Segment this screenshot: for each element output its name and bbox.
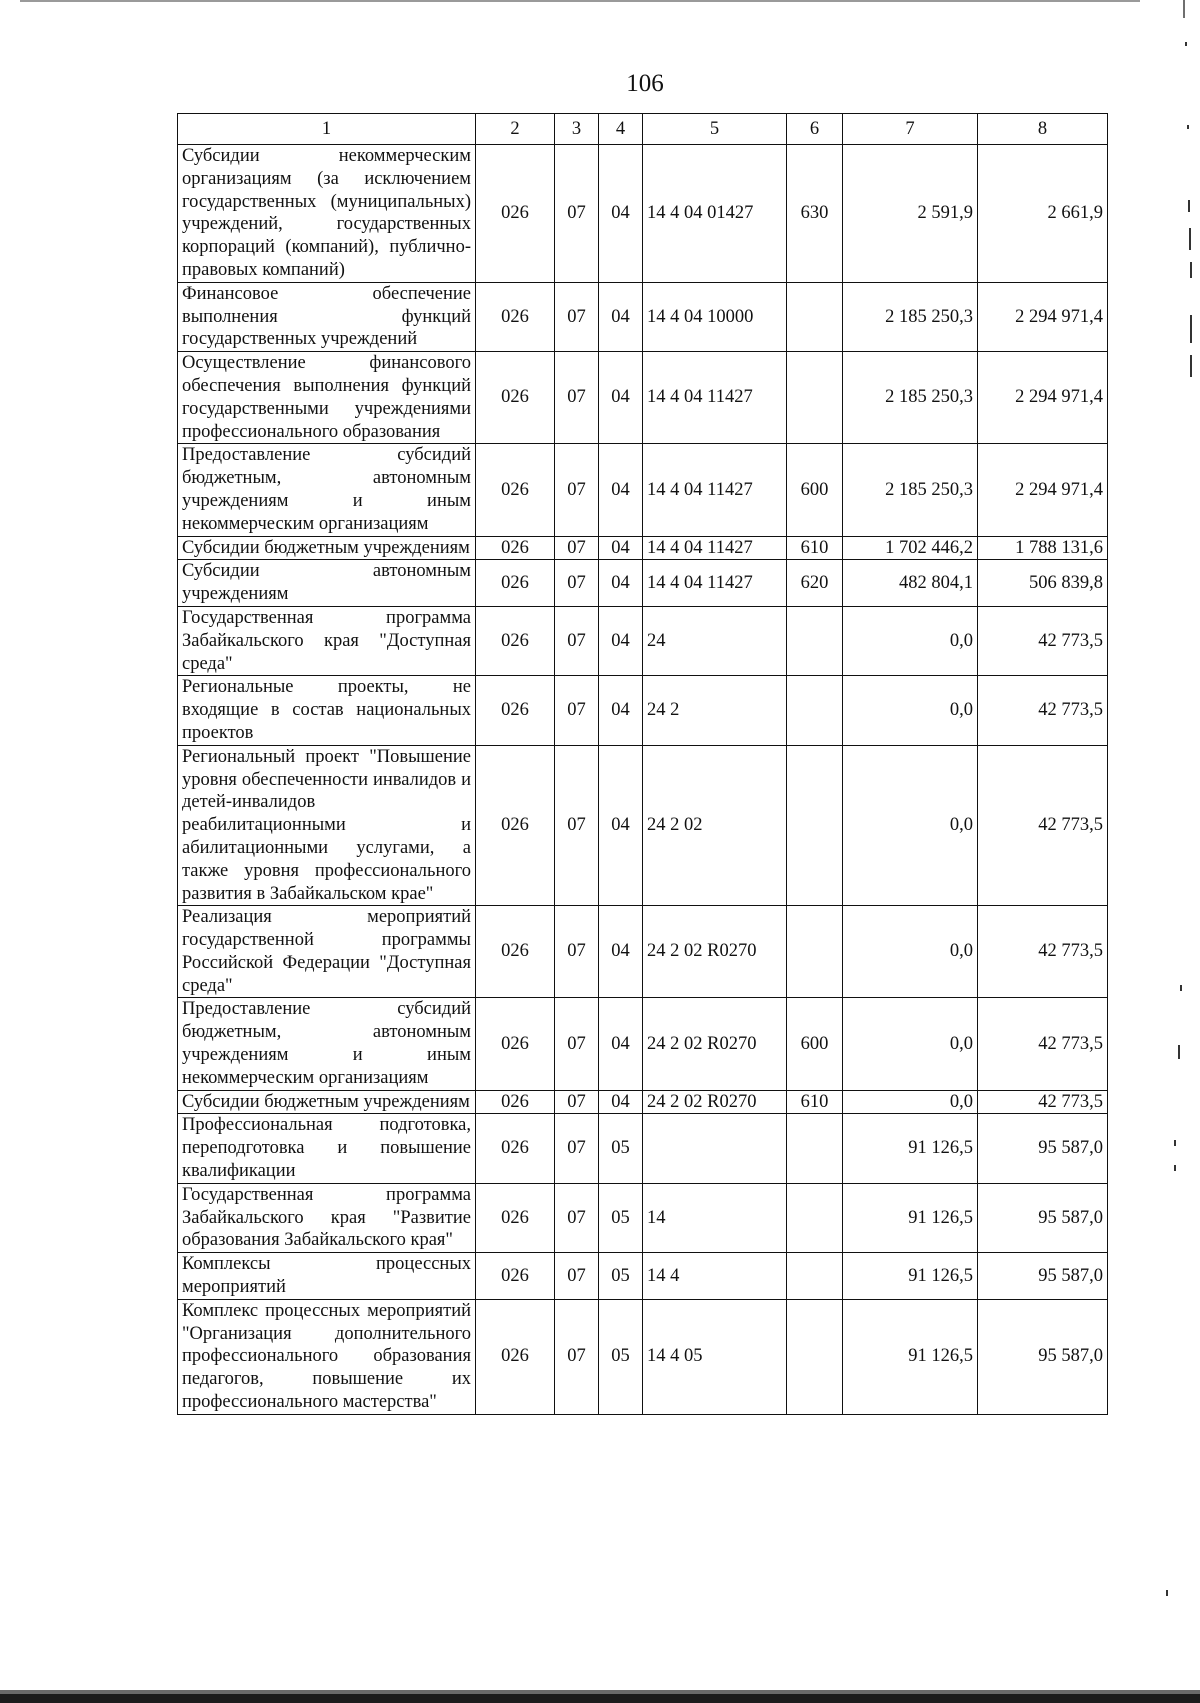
cell-admin-code: 026 — [476, 676, 555, 745]
cell-amount-col7: 91 126,5 — [843, 1114, 978, 1183]
cell-target-article: 24 2 02 R0270 — [643, 998, 787, 1090]
cell-section: 07 — [555, 1114, 599, 1183]
cell-amount-col8: 42 773,5 — [978, 745, 1108, 906]
cell-section: 07 — [555, 145, 599, 283]
cell-expense-type — [787, 1114, 843, 1183]
cell-section: 07 — [555, 1183, 599, 1252]
scan-speck — [1190, 262, 1192, 278]
cell-amount-col8: 42 773,5 — [978, 606, 1108, 675]
cell-subsection: 04 — [599, 676, 643, 745]
cell-admin-code: 026 — [476, 1114, 555, 1183]
cell-subsection: 04 — [599, 1090, 643, 1114]
cell-admin-code: 026 — [476, 352, 555, 444]
column-header: 3 — [555, 114, 599, 145]
cell-subsection: 04 — [599, 998, 643, 1090]
cell-amount-col7: 2 591,9 — [843, 145, 978, 283]
cell-expense-type — [787, 745, 843, 906]
cell-expense-type: 600 — [787, 444, 843, 536]
cell-amount-col8: 42 773,5 — [978, 998, 1108, 1090]
cell-expense-type — [787, 352, 843, 444]
row-description: Предоставление субсидий бюджетным, автономным учреждениям и иным некоммерческим организациям — [178, 444, 476, 536]
scan-speck — [1190, 355, 1192, 377]
cell-section: 07 — [555, 1253, 599, 1300]
table-row — [178, 998, 1108, 1090]
cell-target-article: 14 4 05 — [643, 1299, 787, 1414]
column-header: 8 — [978, 114, 1108, 145]
column-header: 6 — [787, 114, 843, 145]
cell-admin-code: 026 — [476, 282, 555, 351]
cell-subsection: 05 — [599, 1253, 643, 1300]
scan-speck — [1187, 125, 1189, 129]
cell-target-article: 14 4 04 11427 — [643, 352, 787, 444]
cell-admin-code: 026 — [476, 1090, 555, 1114]
cell-amount-col8: 95 587,0 — [978, 1183, 1108, 1252]
cell-section: 07 — [555, 560, 599, 607]
cell-amount-col8: 2 294 971,4 — [978, 352, 1108, 444]
cell-amount-col7: 0,0 — [843, 676, 978, 745]
column-header: 4 — [599, 114, 643, 145]
cell-expense-type: 620 — [787, 560, 843, 607]
cell-amount-col8: 95 587,0 — [978, 1114, 1108, 1183]
cell-target-article: 14 4 04 11427 — [643, 444, 787, 536]
cell-target-article: 14 — [643, 1183, 787, 1252]
cell-amount-col7: 2 185 250,3 — [843, 282, 978, 351]
cell-admin-code: 026 — [476, 1299, 555, 1414]
cell-expense-type: 600 — [787, 998, 843, 1090]
table-row — [178, 282, 1108, 351]
row-description: Реализация мероприятий государственной программы Российской Федерации "Доступная среда" — [178, 906, 476, 998]
table-row — [178, 1299, 1108, 1414]
cell-admin-code: 026 — [476, 906, 555, 998]
cell-expense-type — [787, 606, 843, 675]
scan-speck — [1180, 985, 1182, 991]
cell-admin-code: 026 — [476, 606, 555, 675]
table-row — [178, 1114, 1108, 1183]
table-row — [178, 352, 1108, 444]
cell-expense-type: 610 — [787, 1090, 843, 1114]
cell-subsection: 04 — [599, 352, 643, 444]
cell-admin-code: 026 — [476, 145, 555, 283]
scan-bottom-edge — [0, 1694, 1200, 1703]
cell-section: 07 — [555, 676, 599, 745]
table-row — [178, 1183, 1108, 1252]
cell-expense-type — [787, 906, 843, 998]
cell-amount-col7: 1 702 446,2 — [843, 536, 978, 560]
row-description: Региональные проекты, не входящие в состав национальных проектов — [178, 676, 476, 745]
cell-amount-col8: 42 773,5 — [978, 1090, 1108, 1114]
cell-target-article: 14 4 — [643, 1253, 787, 1300]
column-header: 5 — [643, 114, 787, 145]
cell-target-article: 24 2 02 R0270 — [643, 906, 787, 998]
row-description: Комплексы процессных мероприятий — [178, 1253, 476, 1300]
cell-amount-col8: 95 587,0 — [978, 1253, 1108, 1300]
cell-amount-col7: 0,0 — [843, 1090, 978, 1114]
cell-subsection: 04 — [599, 536, 643, 560]
cell-section: 07 — [555, 352, 599, 444]
cell-expense-type — [787, 1253, 843, 1300]
cell-expense-type — [787, 676, 843, 745]
scan-speck — [1174, 1165, 1176, 1171]
cell-subsection: 04 — [599, 560, 643, 607]
row-description: Региональный проект "Повышение уровня обеспеченности инвалидов и детей-инвалидов реабилитационными и абилитационными услугами, а также уровня профессионального развития в Забайкальском крае" — [178, 745, 476, 906]
row-description: Комплекс процессных мероприятий "Организация дополнительного профессионального образования педагогов, повышение их профессионального мастерства" — [178, 1299, 476, 1414]
scan-speck — [1185, 42, 1187, 46]
cell-subsection: 04 — [599, 906, 643, 998]
cell-target-article — [643, 1114, 787, 1183]
table-row — [178, 606, 1108, 675]
scan-speck — [1166, 1590, 1168, 1596]
cell-target-article: 24 2 02 R0270 — [643, 1090, 787, 1114]
table-row — [178, 145, 1108, 283]
cell-subsection: 05 — [599, 1114, 643, 1183]
column-header: 2 — [476, 114, 555, 145]
cell-admin-code: 026 — [476, 536, 555, 560]
scan-speck — [1190, 315, 1192, 343]
cell-subsection: 04 — [599, 282, 643, 351]
cell-expense-type — [787, 282, 843, 351]
cell-section: 07 — [555, 1299, 599, 1414]
cell-amount-col7: 2 185 250,3 — [843, 444, 978, 536]
table-header-row — [178, 114, 1108, 145]
cell-target-article: 24 2 — [643, 676, 787, 745]
cell-expense-type: 630 — [787, 145, 843, 283]
scan-top-edge — [20, 0, 1140, 2]
cell-amount-col8: 2 294 971,4 — [978, 444, 1108, 536]
cell-section: 07 — [555, 1090, 599, 1114]
scan-right-edge-mark — [1183, 0, 1185, 18]
row-description: Профессиональная подготовка, переподготовка и повышение квалификации — [178, 1114, 476, 1183]
row-description: Финансовое обеспечение выполнения функций государственных учреждений — [178, 282, 476, 351]
column-header: 7 — [843, 114, 978, 145]
cell-section: 07 — [555, 606, 599, 675]
column-header: 1 — [178, 114, 476, 145]
cell-target-article: 14 4 04 01427 — [643, 145, 787, 283]
cell-amount-col8: 1 788 131,6 — [978, 536, 1108, 560]
cell-amount-col7: 0,0 — [843, 606, 978, 675]
cell-amount-col8: 42 773,5 — [978, 906, 1108, 998]
cell-amount-col8: 2 294 971,4 — [978, 282, 1108, 351]
row-description: Субсидии некоммерческим организациям (за исключением государственных (муниципальных) учреждений, государственных корпораций (компаний), публично-правовых компаний) — [178, 145, 476, 283]
cell-section: 07 — [555, 282, 599, 351]
cell-expense-type — [787, 1299, 843, 1414]
scan-speck — [1174, 1140, 1176, 1146]
row-description: Государственная программа Забайкальского края "Развитие образования Забайкальского края" — [178, 1183, 476, 1252]
row-description: Осуществление финансового обеспечения выполнения функций государственными учреждениями профессионального образования — [178, 352, 476, 444]
cell-admin-code: 026 — [476, 1183, 555, 1252]
cell-section: 07 — [555, 444, 599, 536]
cell-section: 07 — [555, 906, 599, 998]
cell-section: 07 — [555, 745, 599, 906]
cell-expense-type — [787, 1183, 843, 1252]
page-number: 106 — [626, 70, 664, 97]
cell-amount-col7: 91 126,5 — [843, 1299, 978, 1414]
cell-target-article: 14 4 04 11427 — [643, 560, 787, 607]
table-row — [178, 536, 1108, 560]
cell-admin-code: 026 — [476, 560, 555, 607]
row-description: Предоставление субсидий бюджетным, автономным учреждениям и иным некоммерческим организациям — [178, 998, 476, 1090]
cell-target-article: 14 4 04 10000 — [643, 282, 787, 351]
table-row — [178, 745, 1108, 906]
cell-subsection: 05 — [599, 1183, 643, 1252]
cell-target-article: 24 2 02 — [643, 745, 787, 906]
cell-amount-col8: 95 587,0 — [978, 1299, 1108, 1414]
cell-target-article: 24 — [643, 606, 787, 675]
row-description: Субсидии бюджетным учреждениям — [178, 1090, 476, 1114]
scan-speck — [1189, 228, 1191, 250]
cell-amount-col7: 91 126,5 — [843, 1183, 978, 1252]
cell-admin-code: 026 — [476, 444, 555, 536]
scan-speck — [1188, 200, 1190, 212]
row-description: Государственная программа Забайкальского края "Доступная среда" — [178, 606, 476, 675]
cell-subsection: 05 — [599, 1299, 643, 1414]
cell-subsection: 04 — [599, 606, 643, 675]
budget-table — [177, 113, 1108, 1415]
row-description: Субсидии бюджетным учреждениям — [178, 536, 476, 560]
cell-amount-col7: 0,0 — [843, 906, 978, 998]
row-description: Субсидии автономным учреждениям — [178, 560, 476, 607]
cell-subsection: 04 — [599, 444, 643, 536]
cell-subsection: 04 — [599, 145, 643, 283]
cell-expense-type: 610 — [787, 536, 843, 560]
cell-amount-col7: 482 804,1 — [843, 560, 978, 607]
cell-amount-col8: 42 773,5 — [978, 676, 1108, 745]
cell-admin-code: 026 — [476, 998, 555, 1090]
cell-amount-col7: 2 185 250,3 — [843, 352, 978, 444]
table-row — [178, 560, 1108, 607]
cell-target-article: 14 4 04 11427 — [643, 536, 787, 560]
cell-amount-col7: 0,0 — [843, 998, 978, 1090]
cell-subsection: 04 — [599, 745, 643, 906]
cell-amount-col7: 0,0 — [843, 745, 978, 906]
scan-speck — [1178, 1045, 1180, 1059]
table-row — [178, 444, 1108, 536]
table-row — [178, 1253, 1108, 1300]
cell-admin-code: 026 — [476, 745, 555, 906]
cell-amount-col8: 506 839,8 — [978, 560, 1108, 607]
cell-section: 07 — [555, 998, 599, 1090]
table-row — [178, 676, 1108, 745]
table-row — [178, 1090, 1108, 1114]
cell-amount-col8: 2 661,9 — [978, 145, 1108, 283]
cell-amount-col7: 91 126,5 — [843, 1253, 978, 1300]
cell-admin-code: 026 — [476, 1253, 555, 1300]
cell-section: 07 — [555, 536, 599, 560]
table-row — [178, 906, 1108, 998]
